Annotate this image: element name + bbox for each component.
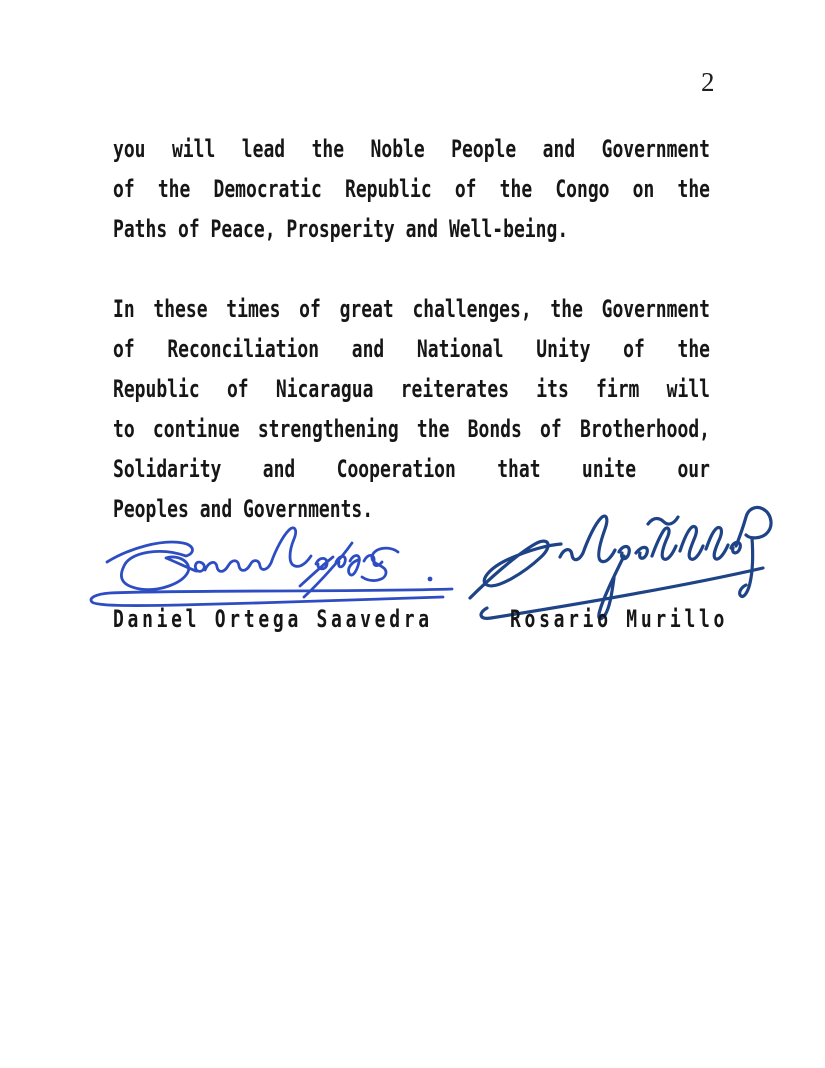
paragraph-line: of the Democratic Republic of the Congo on the: [113, 175, 710, 204]
paragraph-line: In these times of great challenges, the Government: [113, 295, 710, 324]
paragraph-line: Solidarity and Cooperation that unite our: [113, 455, 710, 484]
signature-period-dot: [428, 577, 433, 582]
paragraph-line: Paths of Peace, Prosperity and Well-being.: [113, 215, 569, 244]
signature-daniel-ortega: [91, 528, 452, 606]
paragraph-line: Republic of Nicaragua reiterates its firm will: [113, 375, 710, 404]
signer-name-left: Daniel Ortega Saavedra: [113, 605, 433, 634]
signer-name-right: Rosario Murillo: [510, 605, 729, 634]
paragraph-line: you will lead the Noble People and Government: [113, 135, 710, 164]
paragraph-line: Peoples and Governments.: [113, 495, 374, 524]
paragraph-line: to continue strengthening the Bonds of Brotherhood,: [113, 415, 710, 444]
paragraph-line: of Reconciliation and National Unity of the: [113, 335, 710, 364]
page-number: 2: [701, 67, 715, 97]
